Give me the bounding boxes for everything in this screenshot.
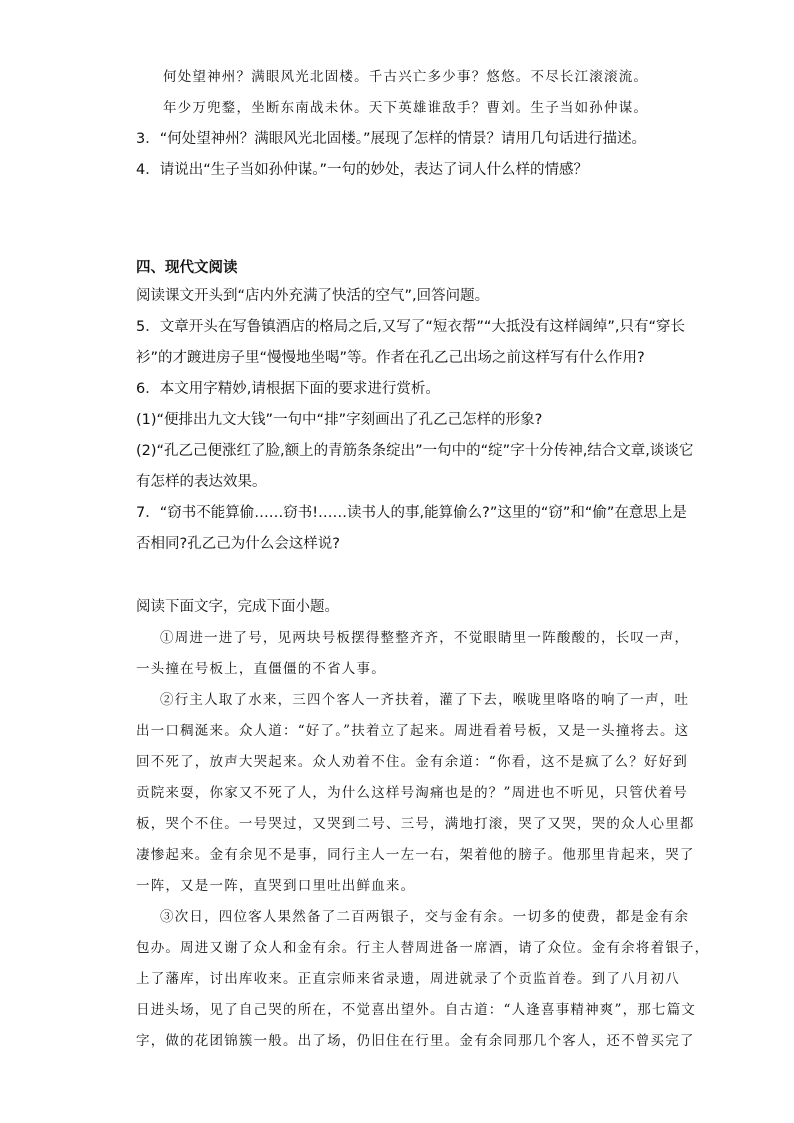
question-3: 3．“何处望神州？满眼风光北固楼。”展现了怎样的情景？请用几句话进行描述。 — [136, 131, 646, 147]
passage-line: 包办。周进又谢了众人和金有余。行主人替周进备一席酒，请了众位。金有余将着银子， — [136, 940, 710, 956]
passage-line: 板，哭个不住。一号哭过，又哭到二号、三号，满地打滚，哭了又哭，哭的众人心里都 — [136, 816, 695, 832]
section-intro: 阅读课文开头到“店内外充满了快活的空气”,回答问题。 — [136, 288, 490, 304]
question-5-line-1: 5．文章开头在写鲁镇酒店的格局之后,又写了“短衣帮”“大抵没有这样阔绰”,只有“穿长 — [136, 319, 686, 335]
poem-line-2: 年少万兜鍪，坐断东南战未休。天下英雄谁敌手？曹刘。生子当如孙仲谋。 — [163, 100, 649, 116]
question-7-line-2: 否相同?孔乙己为什么会这样说? — [136, 536, 340, 552]
question-6-part-2-line-1: (2)“孔乙己便涨红了脸,额上的青筋条条绽出”一句中的“绽”字十分传神,结合文章,谈谈它 — [136, 443, 694, 459]
reading-intro: 阅读下面文字，完成下面小题。 — [136, 599, 339, 615]
passage-line: 贡院来耍，你家又不死了人，为什么这样号淘痛也是的？”周进也不听见，只管伏着号 — [136, 785, 689, 801]
passage-line: ③次日，四位客人果然备了二百两银子，交与金有余。一切多的使费，都是金有余 — [160, 909, 690, 925]
passage-line: 上了藩库，讨出库收来。正直宗师来省录遗，周进就录了个贡监首卷。到了八月初八 — [136, 971, 680, 987]
question-6-part-2-line-2: 有怎样的表达效果。 — [136, 474, 267, 490]
passage-line: 出一口稠涎来。众人道：“好了。”扶着立了起来。周进看着号板，又是一头撞将去。这 — [136, 723, 690, 739]
passage-line: 一头撞在号板上，直僵僵的不省人事。 — [136, 661, 386, 677]
passage-line: 字，做的花团锦簇一般。出了场，仍旧住在行里。金有余同那几个客人，还不曾买完了 — [136, 1033, 695, 1049]
question-6: 6．本文用字精妙,请根据下面的要求进行赏析。 — [136, 381, 440, 397]
passage-line: ②行主人取了水来，三四个客人一齐扶着，灌了下去，喉咙里咯咯的响了一声，吐 — [160, 692, 690, 708]
passage-line: 日进头场，见了自己哭的所在，不觉喜出望外。自古道：“人逢喜事精神爽”，那七篇文 — [136, 1002, 697, 1018]
question-6-part-1: (1)“便排出九文大钱”一句中“排”字刻画出了孔乙己怎样的形象? — [136, 412, 543, 428]
passage-line: 回不死了，放声大哭起来。众人劝着不住。金有余道：“你看，这不是疯了么？好好到 — [136, 754, 689, 770]
passage-line: 一阵，又是一阵，直哭到口里吐出鲜血来。 — [136, 878, 416, 894]
question-5-line-2: 衫”的才踱进房子里“慢慢地坐喝”等。作者在孔乙己出场之前这样写有什么作用? — [136, 350, 645, 366]
section-heading: 四、现代文阅读 — [136, 260, 238, 276]
poem-line-1: 何处望神州？满眼风光北固楼。千古兴亡多少事？悠悠。不尽长江滚滚流。 — [163, 69, 649, 85]
passage-line: 凄惨起来。金有余见不是事，同行主人一左一右，架着他的膀子。他那里肯起来，哭了 — [136, 847, 695, 863]
question-7-line-1: 7．“窃书不能算偷……窃书!……读书人的事,能算偷么?”这里的“窃”和“偷”在意思上是 — [136, 505, 687, 521]
passage-line: ①周进一进了号，见两块号板摆得整整齐齐，不觉眼睛里一阵酸酸的，长叹一声， — [160, 630, 690, 646]
question-4: 4．请说出“生子当如孙仲谋。”一句的妙处，表达了词人什么样的情感？ — [136, 162, 588, 178]
